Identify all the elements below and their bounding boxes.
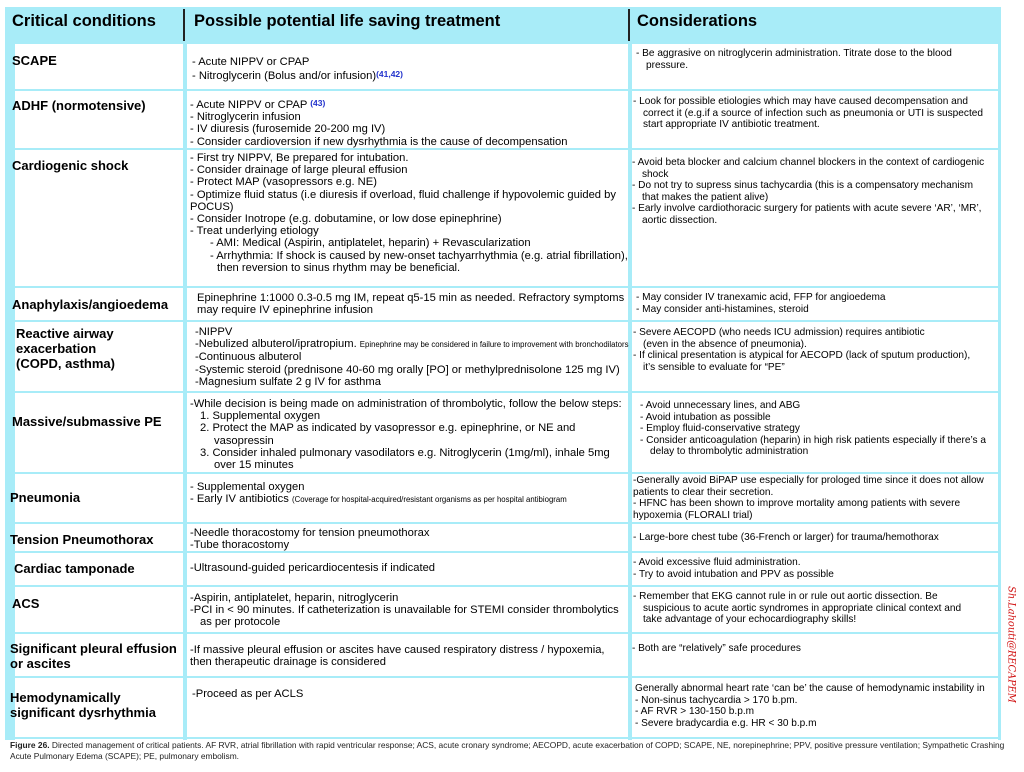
considerations-line: - May consider IV tranexamic acid, FFP for angioedema xyxy=(636,292,886,303)
treatment-line: as per protocole xyxy=(200,616,281,629)
table-left-border xyxy=(5,7,15,740)
treatment-text: -Nebulized albuterol/ipratropium. xyxy=(195,338,357,351)
considerations-line: that makes the patient alive) xyxy=(642,191,769,203)
header-critical-conditions: Critical conditions xyxy=(12,12,156,30)
condition-cardiac-tamponade xyxy=(14,561,135,576)
considerations-line: Generally abnormal heart rate ‘can be’ the cause of hemodynamic instability in xyxy=(635,683,985,694)
treatment-line: -Needle thoracostomy for tension pneumothorax xyxy=(190,527,430,539)
considerations-line: - Severe bradycardia e.g. HR < 30 b.p.m xyxy=(635,717,817,729)
considerations-dysrhythmia xyxy=(635,683,1003,729)
considerations-line: - Consider anticoagulation (heparin) in high risk patients especially if there’s a xyxy=(640,434,986,446)
condition-scape xyxy=(12,53,57,68)
considerations-line: - May consider anti-histamines, steroid xyxy=(636,303,809,315)
treatment-line: - Treat underlying etiology xyxy=(190,225,319,238)
header-divider-1 xyxy=(183,9,185,41)
condition-line: Cardiogenic shock xyxy=(12,158,129,173)
considerations-line: delay to thrombolytic administration xyxy=(650,446,809,457)
row-separator xyxy=(5,632,1000,634)
considerations-tension-pneumothorax xyxy=(633,532,1001,544)
considerations-line: correct it (e.g.if a source of infection such as pneumonia or UTI is suspected xyxy=(643,107,983,119)
row-separator xyxy=(5,148,1000,150)
treatment-line: 1. Supplemental oxygen xyxy=(200,410,321,423)
condition-line: significant dysrhythmia xyxy=(10,705,156,720)
considerations-line: - Try to avoid intubation and PPV as possible xyxy=(633,568,834,580)
treatment-line: 3. Consider inhaled pulmonary vasodilators e.g. Nitroglycerin (1mg/ml), inhale 5mg xyxy=(200,446,610,459)
considerations-line: -Generally avoid BiPAP use especially for prologed time since it does not allow xyxy=(633,475,984,486)
reference-link[interactable]: (43) xyxy=(310,98,326,108)
considerations-line: - Early involve cardiothoracic surgery for patients with acute severe ‘AR’, ‘MR’, xyxy=(632,203,982,214)
treatment-line: Epinephrine 1:1000 0.3-0.5 mg IM, repeat q5-15 min as needed. Refractory symptoms xyxy=(197,292,625,304)
considerations-line: - Avoid intubation as possible xyxy=(640,411,771,423)
treatment-line: then therapeutic drainage is considered xyxy=(190,656,386,669)
author-signature xyxy=(1000,565,1020,735)
treatment-line xyxy=(195,338,635,351)
considerations-line: - Large-bore chest tube (36-French or larger) for trauma/hemothorax xyxy=(633,532,939,543)
considerations-line: pressure. xyxy=(646,59,689,71)
considerations-scape xyxy=(636,48,1004,71)
considerations-line: - Both are “relatively” safe procedures xyxy=(632,643,801,654)
condition-line: ADHF (normotensive) xyxy=(12,98,146,113)
treatment-line: -Tube thoracostomy xyxy=(190,539,290,552)
considerations-reactive-airway xyxy=(633,327,1001,373)
condition-cardiogenic-shock xyxy=(12,158,128,173)
treatment-line: - Optimize fluid status (i.e diuresis if overload, fluid challenge if hypovolemic guided by xyxy=(190,188,616,201)
considerations-pneumonia xyxy=(633,475,1001,521)
considerations-line: aortic dissection. xyxy=(642,214,718,226)
treatment-line: -Proceed as per ACLS xyxy=(192,688,304,700)
treatment-text: - Early IV antibiotics xyxy=(190,493,289,506)
treatment-line: - Consider drainage of large pleural effusion xyxy=(190,164,408,177)
considerations-line: shock xyxy=(642,168,669,180)
row-separator xyxy=(5,320,1000,322)
considerations-acs xyxy=(633,591,1001,626)
signature-text: Sh.Lahouti@RECAPEM xyxy=(1005,586,1017,703)
considerations-pleural-effusion xyxy=(632,643,1000,655)
treatment-text: - Nitroglycerin (Bolus and/or infusion) xyxy=(192,70,377,83)
treatment-tension-pneumothorax xyxy=(190,527,630,551)
considerations-line: - Avoid beta blocker and calcium channel blockers in the context of cardiogenic xyxy=(632,157,985,168)
treatment-pleural-effusion xyxy=(190,644,630,668)
header-treatment: Possible potential life saving treatment xyxy=(194,12,501,30)
considerations-line: it’s sensible to evaluate for “PE” xyxy=(643,361,785,373)
considerations-line: - Non-sinus tachycardia > 170 b.pm. xyxy=(635,694,798,706)
considerations-line: take advantage of your echocardiography skills! xyxy=(643,614,857,625)
treatment-line: -Aspirin, antiplatelet, heparin, nitroglycerin xyxy=(190,592,399,604)
condition-line: Hemodynamically xyxy=(10,690,121,705)
considerations-line: - Severe AECOPD (who needs ICU admission) requires antibiotic xyxy=(633,327,925,338)
considerations-line: - Avoid unnecessary lines, and ABG xyxy=(640,400,801,411)
considerations-line: - AF RVR > 130-150 b.p.m xyxy=(635,706,755,717)
treatment-line: -Magnesium sulfate 2 g IV for asthma xyxy=(195,375,381,388)
considerations-line: - Remember that EKG cannot rule in or rule out aortic dissection. Be xyxy=(633,591,938,602)
treatment-line: -If massive pleural effusion or ascites have caused respiratory distress / hypoxemia, xyxy=(190,644,605,656)
treatment-line: -PCI in < 90 minutes. If catheterization is unavailable for STEMI consider thrombolytics xyxy=(190,604,619,617)
considerations-line: - Do not try to supress sinus tachycardia (this is a compensatory mechanism xyxy=(632,180,974,191)
row-separator xyxy=(5,676,1000,678)
condition-line: exacerbation xyxy=(16,341,97,356)
treatment-line: - Consider Inotrope (e.g. dobutamine, or low dose epinephrine) xyxy=(190,213,502,226)
condition-adhf xyxy=(12,98,146,113)
treatment-line: -Continuous albuterol xyxy=(195,351,302,364)
considerations-line: - HFNC has been shown to improve mortality among patients with severe xyxy=(633,498,961,509)
considerations-line: - Be aggrasive on nitroglycerin administration. Titrate dose to the blood xyxy=(636,48,952,59)
considerations-line: suspicious to acute aortic syndromes in appropriate clinical context and xyxy=(643,602,962,614)
condition-pleural-effusion xyxy=(10,641,177,671)
considerations-cardiogenic-shock xyxy=(632,157,1000,226)
condition-reactive-airway xyxy=(16,326,115,371)
treatment-line: -While decision is being made on administration of thrombolytic, follow the below steps: xyxy=(190,398,622,410)
treatment-line xyxy=(192,68,632,82)
row-separator xyxy=(5,472,1000,474)
treatment-line: - Supplemental oxygen xyxy=(190,481,305,493)
considerations-line: start appropriate IV antibiotic treatment. xyxy=(643,119,820,130)
condition-line: (COPD, asthma) xyxy=(16,356,115,371)
treatment-line: vasopressin xyxy=(214,434,274,447)
figure-caption xyxy=(10,740,1010,762)
considerations-massive-pe xyxy=(640,400,1008,458)
treatment-text: Arrhythmia: If shock is caused by new-onset tachyarrhythmia (e.g. atrial fibrillation), xyxy=(216,249,628,262)
condition-tension-pneumothorax xyxy=(10,532,154,547)
treatment-note: (Coverage for hospital-acquired/resistant organisms as per hospital antibiogram xyxy=(291,495,567,505)
row-separator xyxy=(5,391,1000,393)
reference-link[interactable]: (41,42) xyxy=(376,69,403,80)
condition-line: or ascites xyxy=(10,656,71,671)
treatment-adhf xyxy=(190,97,630,148)
condition-line: SCAPE xyxy=(12,53,57,68)
treatment-dysrhythmia xyxy=(192,688,632,700)
condition-line: Reactive airway xyxy=(16,326,114,341)
treatment-note: Epinephrine may be considered in failure to improvement with bronchodilators xyxy=(359,340,629,350)
header-divider-2 xyxy=(628,9,630,41)
condition-anaphylaxis xyxy=(12,297,168,312)
treatment-line: over 15 minutes xyxy=(214,459,294,472)
row-separator xyxy=(5,585,1000,587)
treatment-line xyxy=(190,97,630,111)
treatment-line: - Protect MAP (vasopressors e.g. NE) xyxy=(190,176,377,189)
treatment-reactive-airway xyxy=(195,326,635,388)
condition-line: Pneumonia xyxy=(10,490,81,505)
header-considerations: Considerations xyxy=(637,12,758,30)
treatment-line: may require IV epinephrine infusion xyxy=(197,304,373,317)
considerations-line: - Look for possible etiologies which may have caused decompensation and xyxy=(633,96,968,107)
row-separator xyxy=(5,42,1000,44)
row-separator xyxy=(5,89,1000,91)
treatment-acs xyxy=(190,592,630,629)
treatment-text: AMI: Medical (Aspirin, antiplatelet, heparin) + Revascularization xyxy=(216,237,531,250)
considerations-line: - Avoid excessive fluid administration. xyxy=(633,557,801,568)
treatment-line: - Arrhythmia: If shock is caused by new-onset tachyarrhythmia (e.g. atrial fibrillation), xyxy=(210,249,628,262)
condition-line: Massive/submassive PE xyxy=(12,414,162,429)
condition-line: Tension Pneumothorax xyxy=(10,532,154,547)
considerations-cardiac-tamponade xyxy=(633,557,1001,580)
row-separator xyxy=(5,522,1000,524)
treatment-line: 2. Protect the MAP as indicated by vasopressor e.g. epinephrine, or NE and xyxy=(200,422,576,435)
treatment-massive-pe xyxy=(190,398,630,471)
condition-line: Cardiac tamponade xyxy=(14,561,135,576)
treatment-line: - AMI: Medical (Aspirin, antiplatelet, heparin) + Revascularization xyxy=(210,237,531,250)
considerations-line: - If clinical presentation is atypical for AECOPD (lack of sputum production), xyxy=(633,350,971,361)
treatment-line: - First try NIPPV, Be prepared for intubation. xyxy=(190,152,409,164)
row-separator xyxy=(5,286,1000,288)
treatment-pneumonia xyxy=(190,481,630,506)
treatment-scape xyxy=(192,56,632,82)
treatment-text: - Acute NIPPV or CPAP xyxy=(190,99,308,111)
condition-massive-pe xyxy=(12,414,162,429)
treatment-line xyxy=(190,493,630,506)
condition-line: ACS xyxy=(12,596,40,611)
treatment-anaphylaxis xyxy=(197,292,637,316)
treatment-line: - IV diuresis (furosemide 20-200 mg IV) xyxy=(190,123,386,136)
considerations-adhf xyxy=(633,96,1001,131)
treatment-cardiogenic-shock xyxy=(190,152,630,274)
treatment-cardiac-tamponade xyxy=(190,562,630,574)
treatment-line: -Ultrasound-guided pericardiocentesis if indicated xyxy=(190,562,436,574)
treatment-line: -NIPPV xyxy=(195,326,233,338)
considerations-anaphylaxis xyxy=(636,292,1004,315)
treatment-line: - Nitroglycerin infusion xyxy=(190,111,301,124)
treatment-line: - Acute NIPPV or CPAP xyxy=(192,56,310,68)
treatment-text: then reversion to sinus rhythm may be beneficial. xyxy=(217,261,461,274)
condition-dysrhythmia xyxy=(10,690,156,720)
treatment-line: -Systemic steroid (prednisone 40-60 mg orally [PO] or methylprednisolone 125 mg IV) xyxy=(195,363,620,376)
figure-caption-text: Directed management of critical patients. AF RVR, atrial fibrillation with rapid ventricular response; ACS, acute cronary syndrome; AECOPD, acute exacerbation of COPD; SCAPE, NE, norepinephrine; PPV, positive pressure ventilation; Sympathetic Crashing Acute Pulmonary Edema (SCAPE); PE, pulmonary embolism. xyxy=(10,740,1005,761)
treatment-line xyxy=(190,262,630,274)
condition-pneumonia xyxy=(10,490,80,505)
condition-line: Anaphylaxis/angioedema xyxy=(12,297,169,312)
condition-line: Significant pleural effusion xyxy=(10,641,177,656)
condition-acs xyxy=(12,596,39,611)
row-separator xyxy=(5,737,1000,739)
treatment-line: - Consider cardioversion if new dysrhythmia is the cause of decompensation xyxy=(190,135,568,148)
treatment-line: POCUS) xyxy=(190,200,234,213)
considerations-line: patients to clear their secretion. xyxy=(633,486,774,498)
considerations-line: (even in the absence of pneumonia). xyxy=(643,338,807,350)
considerations-line: - Employ fluid-conservative strategy xyxy=(640,423,800,434)
figure-label: Figure 26. xyxy=(10,740,50,750)
considerations-line: hypoxemia (FLORALI trial) xyxy=(633,509,753,521)
